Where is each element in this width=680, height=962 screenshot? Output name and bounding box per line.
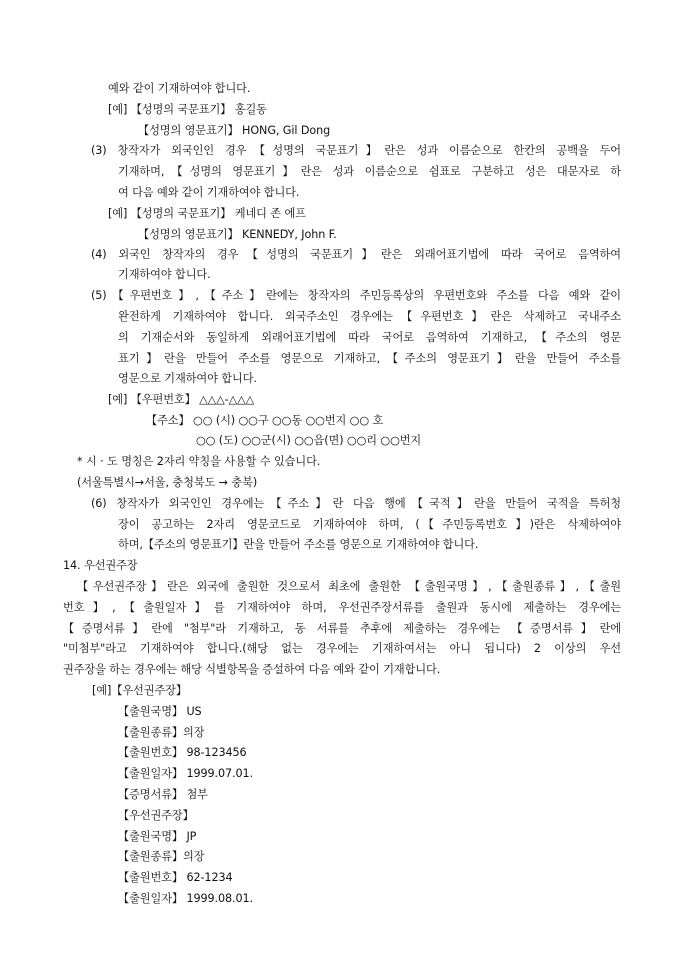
example-line: [예] 【성명의 국문표기】 홍길동 <box>108 103 267 116</box>
priority-field: 【출원일자】 1999.07.01. <box>118 767 253 780</box>
item-4-line: 기재하여야 합니다. <box>118 268 211 281</box>
priority-field: 【출원일자】 1999.08.01. <box>118 892 253 905</box>
item-6-line: 하며,【주소의 영문표기】란을 만들어 주소를 영문으로 기재하여야 합니다. <box>118 538 479 551</box>
item-3-line: (3) 창작자가 외국인인 경우【성명의 국문표기】란은 성과 이름순으로 한칸의 공백을 두어 <box>91 144 621 157</box>
example-line: 【주소】 ○○ (시) ○○구 ○○동 ○○번지 ○○ 호 <box>146 414 384 427</box>
paragraph-line: 【우선권주장】란은 외국에 출원한 것으로서 최초에 출원한 【출원국명】,【출원종류】,【출원 <box>77 580 621 593</box>
example-line: ○○ (도) ○○군(시) ○○읍(면) ○○리 ○○번지 <box>196 434 422 447</box>
item-6-line: (6) 창작자가 외국인인 경우에는【주소】란 다음 행에【국적】란을 만들어 국적을 특허청 <box>91 497 621 510</box>
example-line: 【성명의 영문표기】 KENNEDY, John F. <box>138 228 337 241</box>
priority-field: 【출원국명】 JP <box>118 830 197 843</box>
item-5-line: 의 기재순서와 동일하게 외래어표기법에 따라 국어로 음역하여 기재하고,【주소의 영문 <box>118 331 621 344</box>
paragraph-line: 권주장을 하는 경우에는 해당 식별항목을 증설하여 다음 예와 같이 기재합니다. <box>63 663 441 676</box>
priority-field: 【출원종류】의장 <box>118 726 205 739</box>
priority-field: 【출원번호】 98-123456 <box>118 746 247 759</box>
priority-field: 【출원번호】 62-1234 <box>118 871 233 884</box>
priority-field: 【우선권주장】 <box>118 809 194 822</box>
priority-field: 【증명서류】 첨부 <box>118 788 208 801</box>
item-5-line: (5)【우편번호】,【주소】란에는 창작자의 주민등록상의 우편번호와 주소를 다음 예와 같이 <box>91 289 621 302</box>
item-5-line: 영문으로 기재하여야 합니다. <box>118 372 257 385</box>
item-4-line: (4) 외국인 창작자의 경우【성명의 국문표기】란은 외래어표기법에 따라 국어로 음역하여 <box>91 248 621 261</box>
example-line: [예] 【우편번호】 △△△-△△△ <box>108 393 255 406</box>
example-line: [예]【우선권주장】 <box>92 684 187 697</box>
note-line: * 시 · 도 명칭은 2자리 약칭을 사용할 수 있습니다. <box>77 455 321 468</box>
text-line: 예와 같이 기재하여야 합니다. <box>108 82 251 95</box>
priority-field: 【출원국명】 US <box>118 705 202 718</box>
item-5-line: 표기】란을 만들어 주소를 영문으로 기재하고,【주소의 영문표기】란을 만들어 주소를 <box>118 352 621 365</box>
item-3-line: 기재하며,【성명의 영문표기】란은 성과 이름순으로 쉼표로 구분하고 성은 대문자로 하 <box>118 165 621 178</box>
priority-field: 【출원종류】의장 <box>118 850 205 863</box>
example-line: 【성명의 영문표기】 HONG, Gil Dong <box>138 124 331 137</box>
item-5-line: 완전하게 기재하여야 합니다. 외국주소인 경우에는【우편번호】란은 삭제하고 국내주소 <box>118 310 621 323</box>
paragraph-line: "미첨부"라고 기재하여야 합니다.(해당 없는 경우에는 기재하여서는 아니 됩니다) 2 이상의 우선 <box>63 642 621 655</box>
item-3-line: 여 다음 예와 같이 기재하여야 합니다. <box>118 186 300 199</box>
paragraph-line: 번호】,【출원일자】를 기재하여야 하며, 우선권주장서류를 출원과 동시에 제출하는 경우에는 <box>63 601 621 614</box>
note-line: (서울특별시→서울, 충청북도 → 충북) <box>77 476 258 489</box>
section-heading: 14. 우선권주장 <box>63 559 138 572</box>
item-6-line: 장이 공고하는 2자리 영문코드로 기재하여야 하며, (【주민등록번호】)란은 삭제하여야 <box>118 518 621 531</box>
example-line: [예] 【성명의 국문표기】 케네디 존 에프 <box>108 207 306 220</box>
paragraph-line: 【증명서류】란에 "첨부"라 기재하고, 동 서류를 추후에 제출하는 경우에는 【증명서류】란에 <box>63 622 621 635</box>
